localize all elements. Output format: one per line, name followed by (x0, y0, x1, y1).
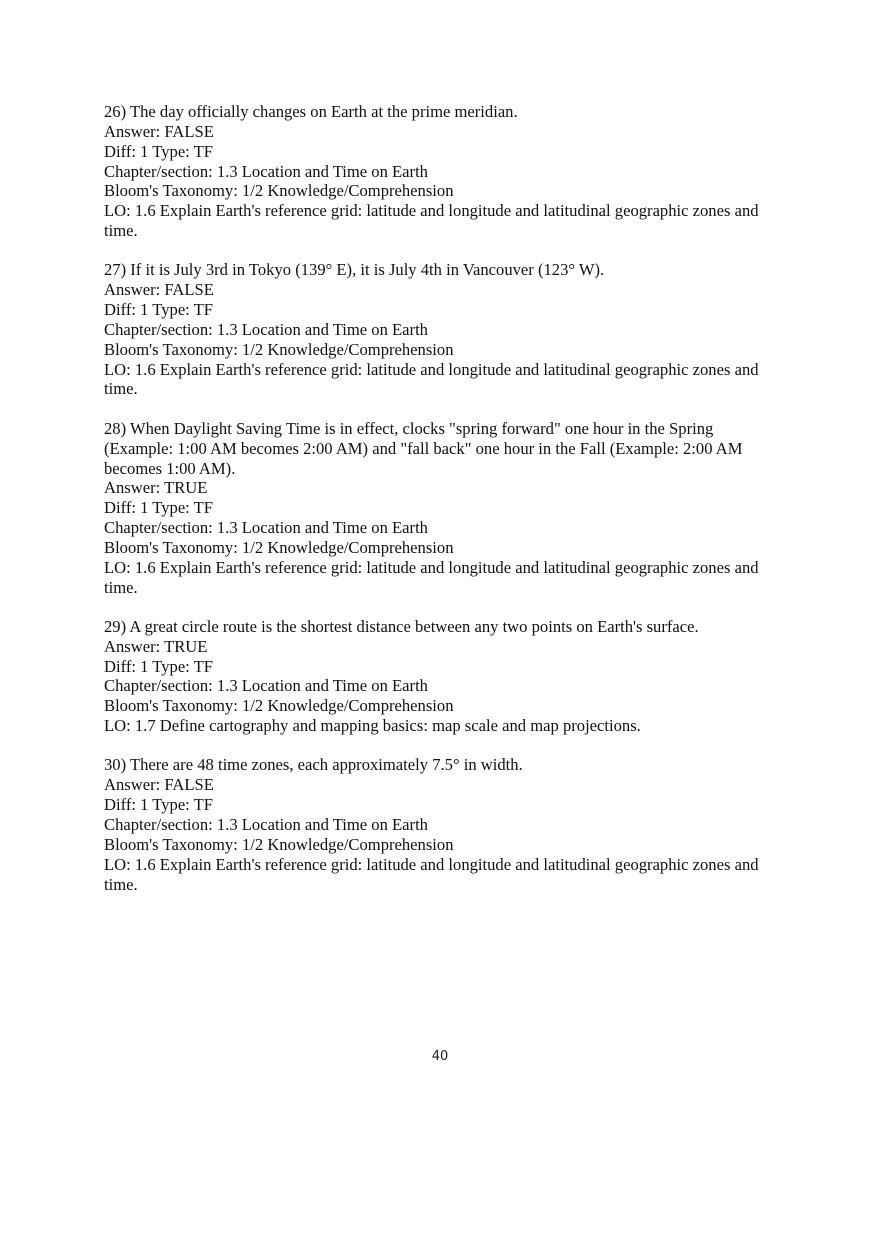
question-27 (104, 260, 784, 399)
question-chapter: Chapter/section: 1.3 Location and Time on Earth (104, 815, 428, 834)
question-lo: LO: 1.6 Explain Earth's reference grid: latitude and longitude and latitudinal geographic zones and time. (104, 557, 759, 597)
question-stem: 30) There are 48 time zones, each approximately 7.5° in width. (104, 755, 523, 775)
question-chapter: Chapter/section: 1.3 Location and Time on Earth (104, 161, 428, 181)
question-lo: LO: 1.6 Explain Earth's reference grid: latitude and longitude and latitudinal geographic zones and time. (104, 854, 759, 894)
question-bloom: Bloom's Taxonomy: 1/2 Knowledge/Comprehension (104, 181, 454, 201)
question-lo: LO: 1.6 Explain Earth's reference grid: latitude and longitude and latitudinal geographic zones and time. (104, 359, 759, 399)
question-answer: Answer: FALSE (104, 280, 214, 300)
question-lo: LO: 1.7 Define cartography and mapping basics: map scale and map projections. (104, 716, 641, 736)
question-bloom: Bloom's Taxonomy: 1/2 Knowledge/Comprehension (104, 696, 454, 716)
question-list (104, 102, 784, 914)
question-chapter: Chapter/section: 1.3 Location and Time on Earth (104, 676, 428, 696)
question-bloom: Bloom's Taxonomy: 1/2 Knowledge/Comprehension (104, 339, 454, 359)
question-difficulty: Diff: 1 Type: TF (104, 498, 214, 518)
question-stem: 26) The day officially changes on Earth at the prime meridian. (104, 102, 518, 121)
question-difficulty: Diff: 1 Type: TF (104, 795, 214, 815)
question-answer: Answer: FALSE (104, 775, 214, 795)
question-bloom: Bloom's Taxonomy: 1/2 Knowledge/Comprehension (104, 537, 454, 557)
question-answer: Answer: FALSE (104, 121, 214, 141)
question-answer: Answer: TRUE (104, 478, 208, 498)
question-difficulty: Diff: 1 Type: TF (104, 300, 214, 320)
question-stem: 27) If it is July 3rd in Tokyo (139° E), it is July 4th in Vancouver (123° W). (104, 260, 605, 280)
question-difficulty: Diff: 1 Type: TF (104, 656, 214, 676)
page-number: 40 (431, 1049, 449, 1064)
question-stem: 28) When Daylight Saving Time is in effect, clocks "spring forward" one hour in the Spring (Example: 1:00 AM becomes 2:00 AM) and "fall back" one hour in the Fall (Example: 2:00 AM becomes 1:00 AM). (104, 418, 743, 478)
question-stem: 29) A great circle route is the shortest distance between any two points on Earth's surface. (104, 616, 699, 636)
question-30 (104, 755, 784, 894)
question-28 (104, 419, 784, 598)
question-lo: LO: 1.6 Explain Earth's reference grid: latitude and longitude and latitudinal geographic zones and time. (104, 201, 759, 241)
question-bloom: Bloom's Taxonomy: 1/2 Knowledge/Comprehension (104, 834, 454, 854)
question-difficulty: Diff: 1 Type: TF (104, 141, 214, 161)
question-answer: Answer: TRUE (104, 636, 208, 656)
question-29 (104, 617, 784, 736)
question-26 (104, 102, 784, 241)
question-chapter: Chapter/section: 1.3 Location and Time on Earth (104, 518, 428, 538)
question-chapter: Chapter/section: 1.3 Location and Time on Earth (104, 319, 428, 339)
